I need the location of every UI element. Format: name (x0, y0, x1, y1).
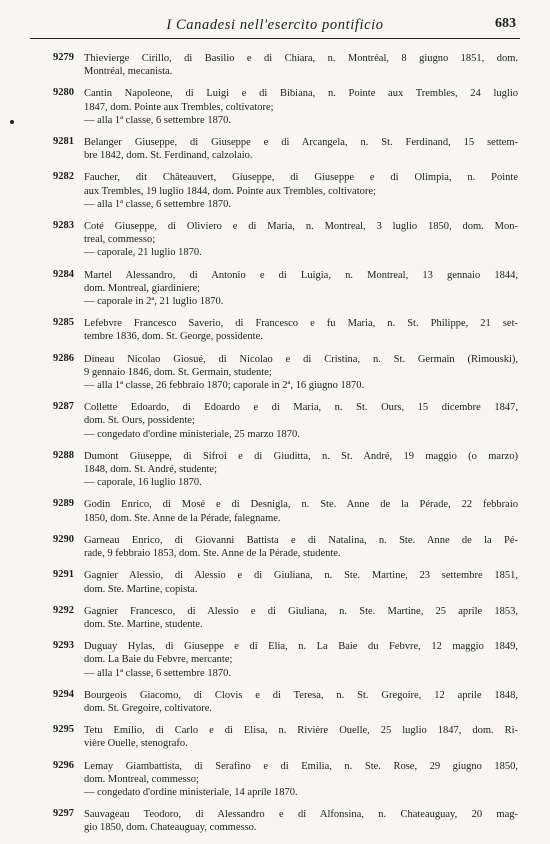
entry-line: dom. Ste. Martine, studente. (84, 618, 203, 630)
register-entry (40, 569, 518, 595)
entry-line: Martel Alessandro, di Antonio e di Luigia, n. Montreal, 13 gennaio 1844, (84, 269, 518, 281)
entry-number: 9280 (53, 87, 74, 99)
entry-number: 9286 (53, 352, 74, 364)
register-entry (40, 450, 518, 490)
entry-line: — caporale, 16 luglio 1870. (84, 477, 202, 489)
entry-list (40, 52, 518, 844)
entry-line: dom. Montreal, giardiniere; (84, 282, 201, 294)
entry-number: 9289 (53, 498, 74, 510)
register-entry (40, 534, 518, 560)
entry-number: 9281 (53, 136, 74, 148)
entry-line: dom. Montreal, commesso; (84, 773, 199, 785)
register-entry (40, 808, 518, 834)
register-entry (40, 640, 518, 680)
page-number: 683 (495, 16, 516, 31)
entry-line: — alla 1ª classe, 6 settembre 1870. (84, 114, 231, 126)
entry-line: gio 1850, dom. Chateauguay, commesso. (84, 822, 257, 834)
entry-line: — alla 1ª classe, 6 settembre 1870. (84, 198, 231, 210)
entry-line: Godin Enrico, di Mosé e di Desnigla, n. Ste. Anne de la Pérade, 22 febbraio (84, 499, 518, 511)
entry-line: 1847, dom. Pointe aux Trembles, coltivatore; (84, 101, 274, 113)
entry-number: 9279 (53, 52, 74, 63)
entry-number: 9296 (53, 759, 74, 771)
entry-line: treal, commesso; (84, 234, 156, 246)
entry-line: Gagnier Francesco, di Alessio e di Giuliana, n. Ste. Martine, 25 aprile 1853, (84, 605, 518, 617)
entry-number: 9287 (53, 401, 74, 413)
entry-number: 9292 (53, 604, 74, 616)
entry-number: 9290 (53, 533, 74, 545)
entry-line: Lemay Giambattista, di Serafino e di Emilia, n. Ste. Rose, 29 giugno 1850, (84, 760, 518, 772)
entry-line: Dumont Giuseppe, di Sifroi e di Giuditta, n. St. André, 19 maggio (o marzo) (84, 450, 518, 462)
entry-number: 9284 (53, 268, 74, 280)
entry-number: 9293 (53, 640, 74, 652)
register-entry (40, 724, 518, 750)
register-entry (40, 269, 518, 309)
entry-number: 9285 (53, 317, 74, 329)
entry-line: — congedato d'ordine ministeriale, 14 aprile 1870. (84, 786, 298, 798)
entry-line: Faucher, dit Châteauvert, Giuseppe, di Giuseppe e di Olimpia, n. Pointe (84, 172, 518, 184)
register-entry (40, 760, 518, 800)
entry-line: tembre 1836, dom. St. George, possidente. (84, 331, 263, 343)
entry-line: Sauvageau Teodoro, di Alessandro e di Alfonsina, n. Chateauguay, 20 mag- (84, 809, 518, 821)
entry-number: 9291 (53, 569, 74, 581)
register-entry (40, 317, 518, 343)
entry-line: — caporale in 2ª, 21 luglio 1870. (84, 296, 224, 308)
entry-line: dom. St. Gregoire, coltivatore. (84, 702, 213, 714)
entry-line: Tetu Emilio, di Carlo e di Elisa, n. Rivière Ouelle, 25 luglio 1847, dom. Ri- (84, 725, 518, 737)
entry-line: — congedato d'ordine ministeriale, 25 marzo 1870. (84, 428, 300, 440)
margin-mark (10, 120, 14, 124)
entry-line: Dineau Nicolao Giosué, di Nicolao e di Cristina, n. St. Germain (Rimouski), (84, 353, 518, 365)
entry-line: Montréal, mecanista. (84, 66, 173, 78)
entry-number: 9283 (53, 220, 74, 232)
entry-line: Lefebvre Francesco Saverio, di Francesco e fu Maria, n. St. Philippe, 21 set- (84, 318, 518, 330)
entry-line: Cantin Napoleone, di Luigi e di Bibiana, n. Pointe aux Trembles, 24 luglio (84, 88, 518, 100)
register-entry (40, 401, 518, 441)
entry-number: 9294 (53, 688, 74, 700)
entry-line: aux Trembles, 19 luglio 1844, dom. Pointe aux Trembles, coltivatore; (84, 185, 376, 197)
entry-line: bre 1842, dom. St. Ferdinand, calzolaio. (84, 150, 253, 162)
running-title: I Canadesi nell'esercito pontificio (166, 17, 384, 33)
entry-line: Gagnier Alessio, di Alessio e di Giuliana, n. Ste. Martine, 23 settembre 1851, (84, 570, 518, 582)
entry-line: Collette Edoardo, di Edoardo e di Maria, n. St. Ours, 15 dicembre 1847, (84, 402, 518, 414)
register-entry (40, 87, 518, 127)
entry-line: — caporale, 21 luglio 1870. (84, 247, 202, 259)
entry-line: dom. Ste. Martine, copista. (84, 583, 198, 595)
entry-line: Garneau Enrico, di Giovanni Battista e di Natalina, n. Ste. Anne de la Pé- (84, 534, 518, 546)
entry-line: 1850, dom. Ste. Anne de la Pérade, falegname. (84, 512, 281, 524)
entry-line: vière Ouelle, stenografo. (84, 738, 188, 750)
register-entry (40, 353, 518, 393)
entry-line: dom. La Baie du Febvre, mercante; (84, 654, 233, 666)
register-entry (40, 605, 518, 631)
register-entry (40, 171, 518, 211)
entry-number: 9288 (53, 449, 74, 461)
entry-line: dom. St. Ours, possidente; (84, 415, 195, 427)
entry-line: rade, 9 febbraio 1853, dom. Ste. Anne de la Pérade, studente. (84, 548, 341, 560)
register-entry (40, 220, 518, 260)
register-entry (40, 136, 518, 162)
entry-number: 9282 (53, 171, 74, 183)
register-entry (40, 52, 518, 78)
entry-line: Duguay Hylas, di Giuseppe e di Elia, n. La Baie du Febvre, 12 maggio 1849, (84, 641, 518, 653)
entry-line: Thievierge Cirillo, di Basilio e di Chiara, n. Montréal, 8 giugno 1851, dom. (84, 53, 518, 64)
entry-line: Coté Giuseppe, di Oliviero e di Maria, n. Montreal, 3 luglio 1850, dom. Mon- (84, 221, 518, 233)
entry-line: 1848, dom. St. André, studente; (84, 464, 217, 476)
entry-number: 9295 (53, 724, 74, 736)
register-entry (40, 498, 518, 524)
entry-line: — alla 1ª classe, 6 settembre 1870. (84, 667, 231, 679)
register-entry (40, 689, 518, 715)
entry-line: 9 gennaio 1846, dom. St. Germain, studente; (84, 366, 272, 378)
page-header (30, 16, 520, 39)
entry-line: Belanger Giuseppe, di Giuseppe e di Arcangela, n. St. Ferdinand, 15 settem- (84, 137, 518, 149)
entry-line: — alla 1ª classe, 26 febbraio 1870; caporale in 2ª, 16 giugno 1870. (84, 380, 365, 392)
entry-line: Bourgeois Giacomo, di Clovis e di Teresa, n. St. Gregoire, 12 aprile 1848, (84, 689, 518, 701)
entry-number: 9297 (53, 808, 74, 820)
